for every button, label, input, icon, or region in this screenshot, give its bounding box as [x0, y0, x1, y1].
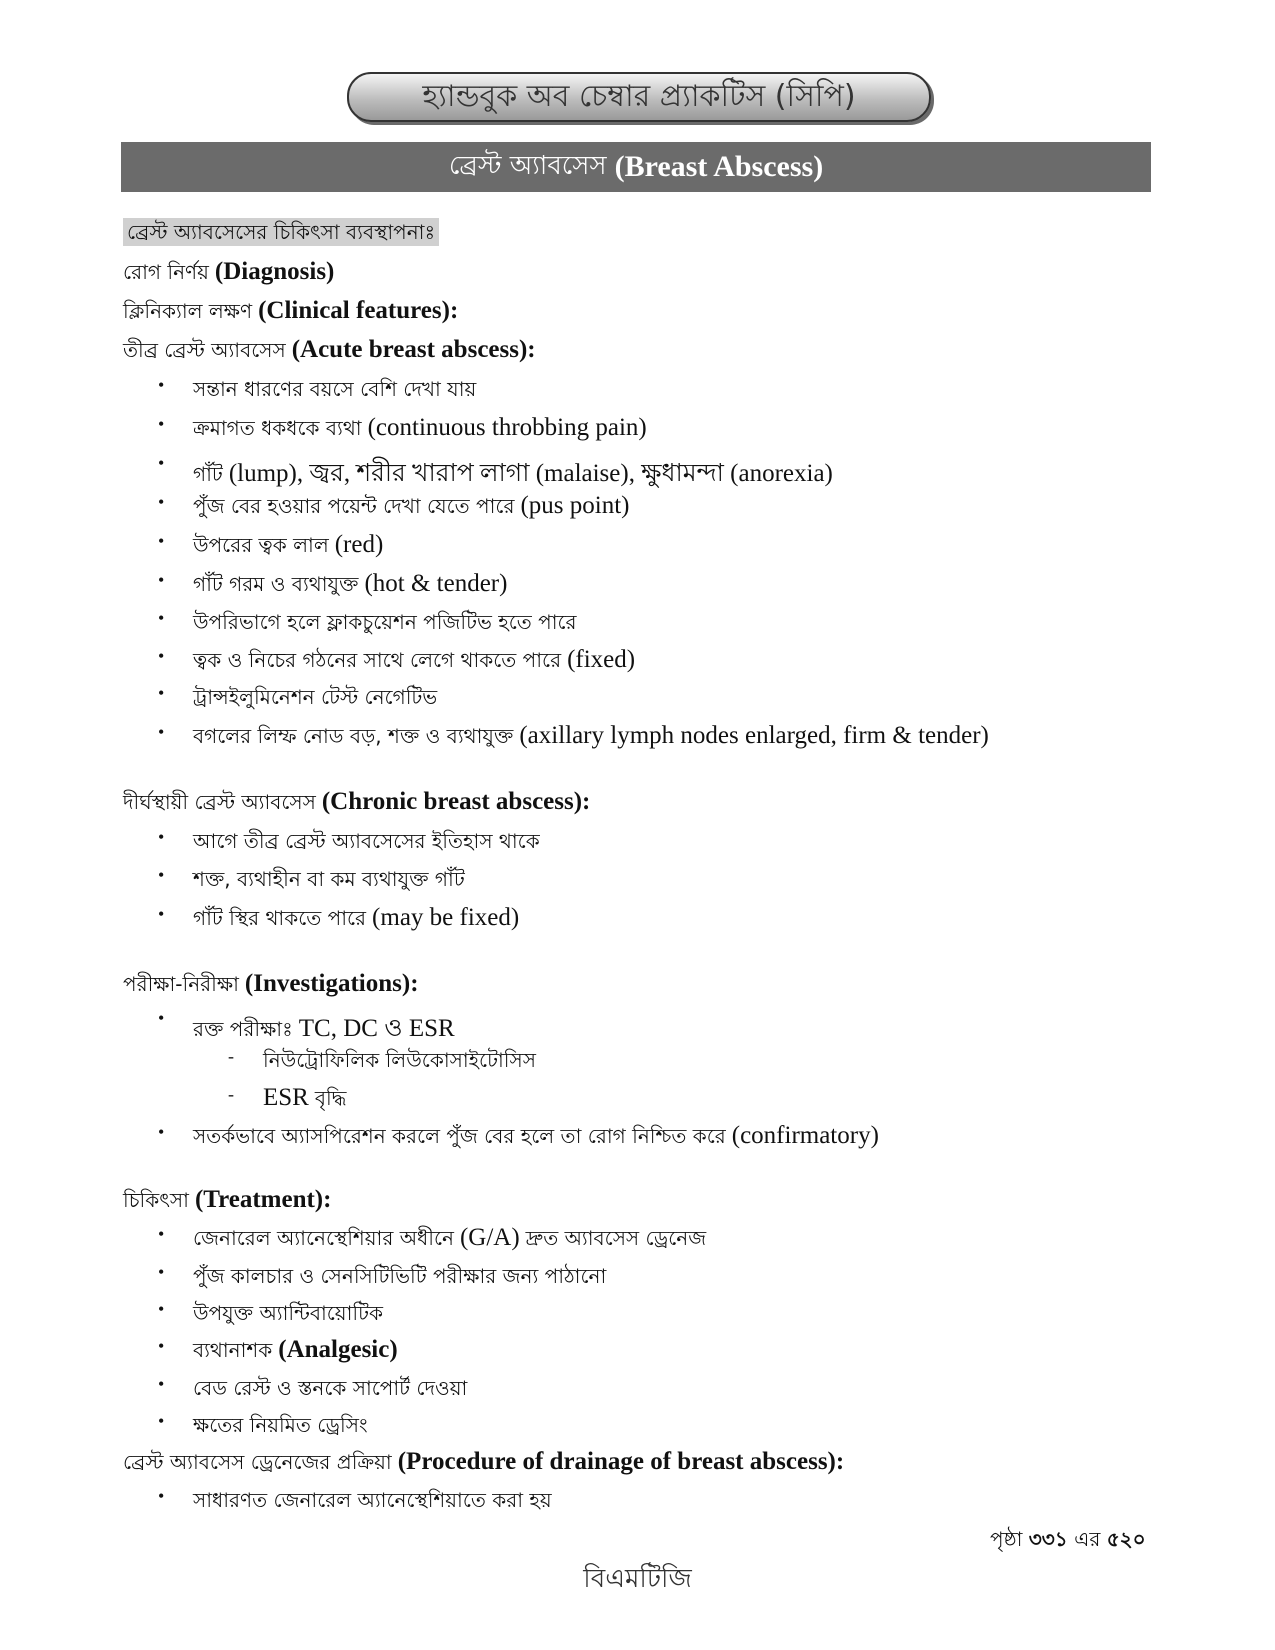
topic-title-bn: ব্রেস্ট অ্যাবসেস [448, 151, 607, 181]
topic-title-bar [121, 142, 1151, 192]
footer-publisher: বিএমটিজি [583, 1564, 692, 1594]
book-title: হ্যান্ডবুক অব চেম্বার প্র্যাকটিস (সিপি) [422, 78, 856, 114]
topic-title-en: (Breast Abscess) [614, 150, 824, 183]
acute-abscess-heading: তীব্র ব্রেস্ট অ্যাবসেস (Acute breast abscess): [123, 336, 536, 363]
procedure-heading: ব্রেস্ট অ্যাবসেস ড্রেনেজের প্রক্রিয়া (Procedure of drainage of breast abscess): [123, 1448, 845, 1475]
management-heading: ব্রেস্ট অ্যাবসেসের চিকিৎসা ব্যবস্থাপনাঃ [123, 218, 439, 251]
book-title-banner [347, 72, 931, 122]
clinical-features-heading: ক্লিনিক্যাল লক্ষণ (Clinical features): [123, 297, 459, 324]
investigations-heading: পরীক্ষা-নিরীক্ষা (Investigations): [123, 970, 419, 997]
chronic-abscess-heading: দীর্ঘস্থায়ী ব্রেস্ট অ্যাবসেস (Chronic breast abscess): [123, 788, 591, 815]
page-number: পৃষ্ঠা ৩৩১ এর ৫২০ [990, 1527, 1146, 1551]
diagnosis-heading: রোগ নির্ণয় (Diagnosis) [123, 258, 335, 285]
treatment-heading: চিকিৎসা (Treatment): [123, 1186, 332, 1213]
